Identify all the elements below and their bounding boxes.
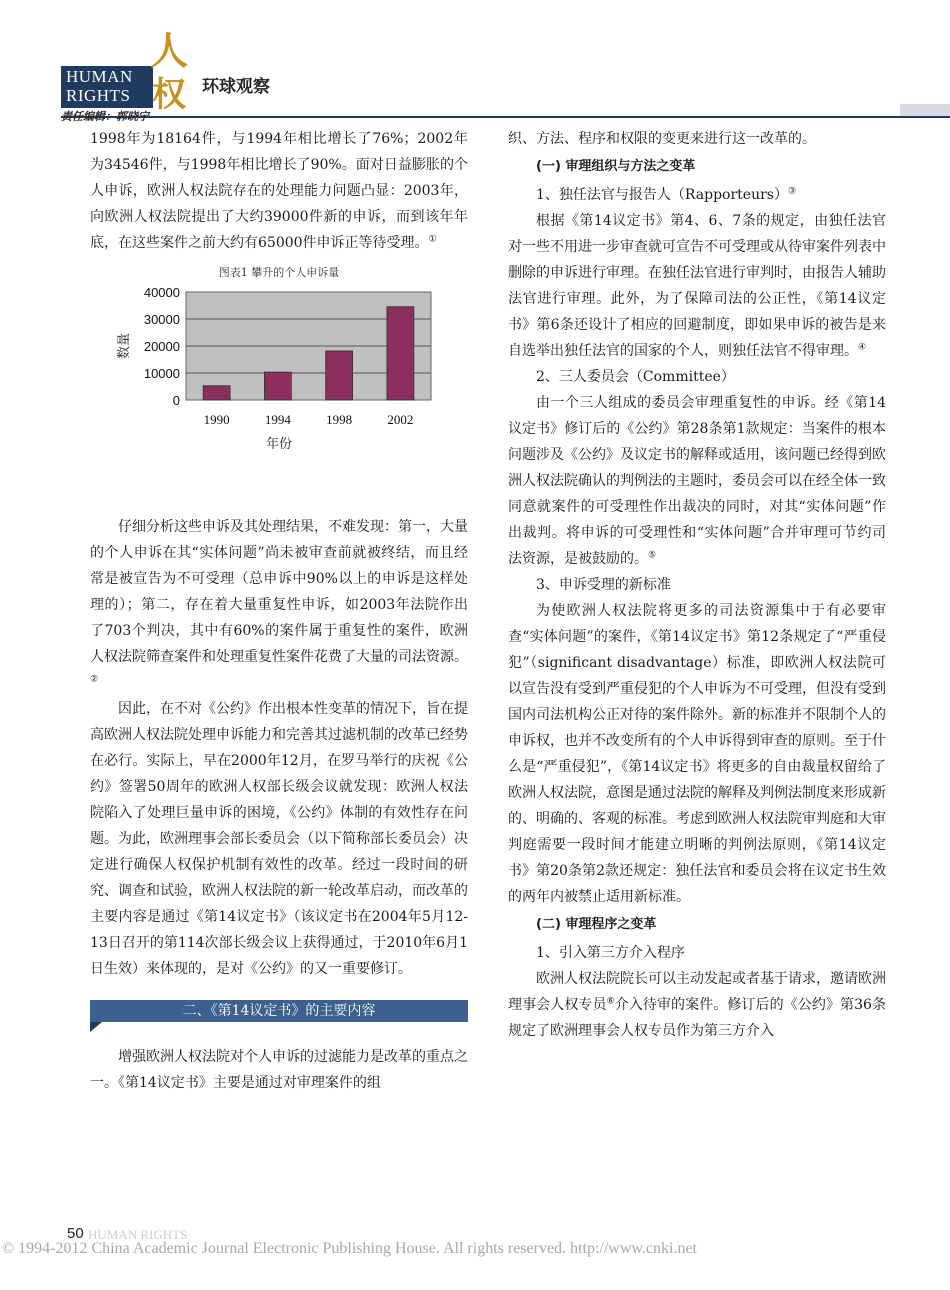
copyright-notice: © 1994-2012 China Academic Journal Electronic Publishing House. All rights reserved. http://www.cnki.net [2, 1240, 697, 1257]
footnote-ref[interactable]: ③ [787, 186, 797, 197]
x-tick-label: 2002 [387, 412, 414, 427]
y-tick-label: 0 [172, 393, 180, 408]
paragraph: 欧洲人权法院院长可以主动发起或者基于请求，邀请欧洲理事会人权专员⑥介入待审的案件。修订后的《公约》第36条规定了欧洲理事会人权专员作为第三方介入 [508, 971, 886, 1039]
footnote-ref[interactable]: ② [90, 674, 99, 685]
section-banner: 二、《第14议定书》的主要内容 [90, 1000, 468, 1022]
paragraph: 因此，在不对《公约》作出根本性变革的情况下，旨在提高欧洲人权法院处理申诉能力和完善其过滤机制的改革已经势在必行。实际上，早在2000年12月，在罗马举行的庆祝《公约》签署50周年的欧洲人权部长级会议就发现：欧洲人权法院陷入了处理巨量申诉的困境，《公约》体制的有效性存在问题。为此，欧洲理事会部长委员会（以下简称部长委员会）决定进行确保人权保护机制有效性的改革。经过一段时间的研究、调查和试验，欧洲人权法院的新一轮改革启动，而改革的主要内容是通过《第14议定书》（该议定书在2004年5月12-13日召开的第114次部长级会议上获得通过，于2010年6月1日生效）来体现的，是对《公约》的又一重要修订。 [90, 701, 468, 977]
x-axis-ticks [204, 412, 414, 427]
bar-2002 [387, 307, 414, 400]
list-heading: 2、三人委员会（Committee） [536, 369, 735, 385]
banner-fold [90, 1022, 102, 1032]
subheading: (二) 审理程序之变革 [536, 917, 657, 932]
y-axis-label: 数量 [117, 332, 132, 360]
left-column [90, 126, 468, 1096]
paragraph: 织、方法、程序和权限的变更来进行这一改革的。 [508, 131, 816, 147]
bar-chart [90, 262, 468, 510]
footnote-ref[interactable]: ⑥ [606, 996, 615, 1007]
header-rule-accent [900, 104, 950, 116]
chart-canvas [90, 262, 468, 510]
footer-magazine: HUMAN RIGHTS [88, 1227, 188, 1242]
paragraph: 增强欧洲人权法院对个人申诉的过滤能力是改革的重点之一。《第14议定书》主要是通过对审理案件的组 [90, 1049, 468, 1091]
paragraph: 为使欧洲人权法院将更多的司法资源集中于有必要审查“实体问题”的案件，《第14议定书》第12条规定了“严重侵犯”（significant disadvantage）标准，即欧洲人权法院可以宣告没有受到严重侵犯的个人申诉为不可受理，但没有受到国内司法机构公正对待的案件除外。新的标准并不限制个人的申诉权，也并不改变所有的个人申诉得到审查的原则。至于什么是“严重侵犯”，《第14议定书》将更多的自由裁量权留给了欧洲人权法院，意图是通过法院的解释及判例法制度来形成新的、明确的、客观的标准。考虑到欧洲人权法院审判庭和大审判庭需要一段时间才能建立明晰的判例法原则，《第14议定书》第20条第2款还规定：独任法官和委员会将在议定书生效的两年内被禁止适用新标准。 [508, 603, 886, 905]
list-heading: 1、独任法官与报告人（Rapporteurs）③ [536, 186, 797, 203]
chart-title: 图表1 攀升的个人申诉量 [218, 266, 340, 279]
subheading: (一) 审理组织与方法之变革 [536, 159, 696, 174]
footnote-ref[interactable]: ⑤ [648, 550, 657, 561]
paragraph: 仔细分析这些申诉及其处理结果，不难发现：第一，大量的个人申诉在其“实体问题”尚未被审查前就被终结，而且经常是被宣告为不可受理（总申诉中90%以上的申诉是这样处理的）；第二，存在着大量重复性申诉，如2003年法院作出了703个判决，其中有60%的案件属于重复性的案件，欧洲人权法院筛查案件和处理重复性案件花费了大量的司法资源。② [90, 519, 468, 685]
right-column [508, 126, 886, 1044]
paragraph: 1998年为18164件，与1994年相比增长了76%；2002年为34546件，与1998年相比增长了90%。面对日益膨胀的个人申诉，欧洲人权法院存在的处理能力问题凸显：2003年，向欧洲人权法院提出了大约39000件新的申诉，而到该年年底，在这些案件之前大约有65000件申诉正等待受理。① [90, 131, 468, 251]
paragraph: 由一个三人组成的委员会审理重复性的申诉。经《第14议定书》修订后的《公约》第28条第1款规定：当案件的根本问题涉及《公约》及议定书的解释或适用，该问题已经得到欧洲人权法院确认的判例法的主题时，委员会可以在经全体一致同意就案件的可受理性作出裁决的同时，对其“实体问题”作出裁判。将申诉的可受理性和“实体问题”合并审理可节约司法资源，是被鼓励的。⑤ [508, 395, 886, 567]
x-axis-label: 年份 [265, 437, 293, 452]
x-tick-label: 1990 [203, 412, 230, 427]
footnote-ref[interactable]: ④ [858, 342, 867, 353]
section-title: 环球观察 [202, 77, 270, 97]
list-heading: 3、申诉受理的新标准 [536, 577, 671, 593]
editor-credit: 责任编辑：郭晓宁 [61, 110, 149, 123]
bar-1990 [203, 386, 230, 400]
page-number: 50 [67, 1225, 84, 1242]
bar-1998 [326, 351, 353, 400]
x-tick-label: 1994 [264, 412, 291, 427]
y-tick-label: 20000 [143, 339, 180, 354]
y-tick-label: 10000 [143, 366, 180, 381]
bar-1994 [264, 372, 291, 400]
masthead-english: HUMAN RIGHTS [66, 67, 133, 105]
x-tick-label: 1998 [326, 412, 353, 427]
y-tick-label: 40000 [143, 285, 180, 300]
y-tick-label: 30000 [143, 312, 180, 327]
svg-text:人: 人 [150, 28, 189, 73]
list-heading: 1、引入第三方介入程序 [536, 945, 685, 961]
footnote-ref[interactable]: ① [428, 234, 437, 245]
human-rights-logo-icon [144, 28, 190, 110]
svg-text:权: 权 [152, 75, 186, 110]
y-axis-ticks [144, 285, 180, 408]
header-rule [61, 116, 950, 118]
paragraph: 根据《第14议定书》第4、6、7条的规定，由独任法官对一些不用进一步审查就可宣告不可受理或从待审案件列表中删除的申诉进行审理。在独任法官进行审判时，由报告人辅助法官进行审理。此外，为了保障司法的公正性，《第14议定书》第6条还设计了相应的回避制度，即如果申诉的被告是来自选举出独任法官的国家的个人，则独任法官不得审理。④ [508, 213, 886, 359]
